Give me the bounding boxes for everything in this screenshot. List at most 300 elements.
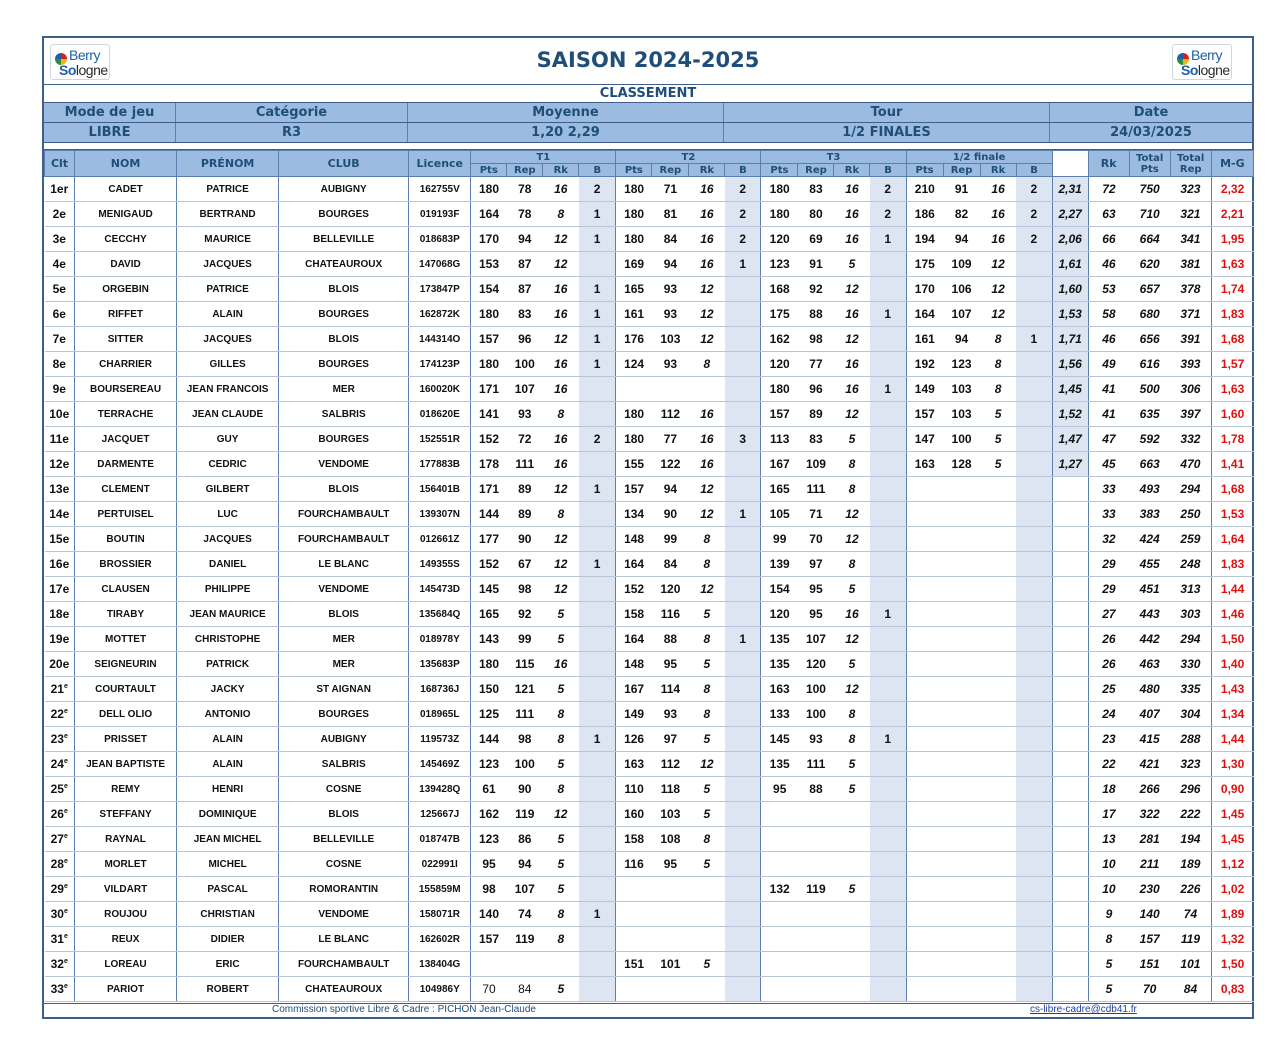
cell-nom: CHARRIER xyxy=(75,352,177,377)
cell-t2-b xyxy=(725,727,761,752)
cell-t3-rep xyxy=(798,802,834,827)
cell-t2-rk: 16 xyxy=(689,177,725,202)
table-row xyxy=(45,352,1254,377)
sub-col-rk: Rk xyxy=(834,164,870,177)
cell-t1-rk: 8 xyxy=(543,402,579,427)
cell-prenom: JEAN MICHEL xyxy=(177,827,279,852)
cell-t1-rep: 107 xyxy=(507,377,543,402)
cell-t2-rk: 5 xyxy=(689,802,725,827)
cell-t2-rk: 12 xyxy=(689,752,725,777)
cell-club: ST AIGNAN xyxy=(279,677,409,702)
cell-t3-rk: 5 xyxy=(834,652,870,677)
cell-t1-pts: 171 xyxy=(471,377,507,402)
cell-nom: CLAUSEN xyxy=(75,577,177,602)
cell-t4-rk: 12 xyxy=(980,277,1016,302)
cell-t1-pts: 157 xyxy=(471,927,507,952)
cell-t4-b xyxy=(1016,477,1052,502)
cell-t4-rep: 94 xyxy=(943,327,980,352)
col-group-t3: T3 xyxy=(761,151,906,164)
cell-t2-b: 2 xyxy=(725,177,761,202)
cell-t1-rep: 90 xyxy=(507,777,543,802)
cell-t3-pts: 162 xyxy=(761,327,798,352)
cell-nom: CADET xyxy=(75,177,177,202)
cell-t1-rep: 67 xyxy=(507,552,543,577)
cell-t1-b xyxy=(579,652,616,677)
cell-t3-pts: 135 xyxy=(761,752,798,777)
col-prenom: PRÉNOM xyxy=(177,151,279,177)
cell-t4-rk xyxy=(980,952,1016,977)
cell-t3-rep xyxy=(798,977,834,1002)
cell-rank: 10e xyxy=(45,402,75,427)
cell-total-rep: 74 xyxy=(1170,902,1211,927)
cell-t3-b xyxy=(870,802,906,827)
info-value-date: 24/03/2025 xyxy=(1110,125,1192,140)
cell-t2-b xyxy=(725,377,761,402)
table-row xyxy=(45,477,1254,502)
sub-col-b: B xyxy=(1016,164,1052,177)
cell-t2-pts: 180 xyxy=(616,202,652,227)
cell-t4-rk: 16 xyxy=(980,227,1016,252)
cell-prenom: PATRICE xyxy=(177,277,279,302)
cell-average: 1,60 xyxy=(1052,277,1088,302)
cell-average: 1,56 xyxy=(1052,352,1088,377)
cell-t3-pts: 167 xyxy=(761,452,798,477)
cell-licence: 155859M xyxy=(409,877,471,902)
cell-t1-rk: 16 xyxy=(543,652,579,677)
cell-t4-pts xyxy=(906,702,943,727)
cell-t4-pts: 186 xyxy=(906,202,943,227)
cell-t4-rk xyxy=(980,652,1016,677)
cell-t1-rk: 8 xyxy=(543,902,579,927)
cell-licence: 019193F xyxy=(409,202,471,227)
cell-total-rep: 189 xyxy=(1170,852,1211,877)
cell-t3-b xyxy=(870,427,906,452)
cell-t4-pts xyxy=(906,502,943,527)
cell-t4-rk: 5 xyxy=(980,402,1016,427)
cell-t2-pts: 176 xyxy=(616,327,652,352)
cell-licence: 138404G xyxy=(409,952,471,977)
cell-t4-pts xyxy=(906,652,943,677)
cell-rank: 23e xyxy=(45,727,75,752)
cell-t3-rk: 5 xyxy=(834,877,870,902)
cell-mg: 1,68 xyxy=(1211,327,1253,352)
cell-total-pts: 500 xyxy=(1129,377,1170,402)
cell-average xyxy=(1052,477,1088,502)
cell-t3-rep: 69 xyxy=(798,227,834,252)
cell-t4-pts: 194 xyxy=(906,227,943,252)
cell-t1-rep: 94 xyxy=(507,227,543,252)
cell-rk: 5 xyxy=(1088,952,1129,977)
cell-club: FOURCHAMBAULT xyxy=(279,952,409,977)
cell-t2-rk xyxy=(689,902,725,927)
cell-t1-rep: 89 xyxy=(507,502,543,527)
cell-rk: 9 xyxy=(1088,902,1129,927)
cell-rank: 3e xyxy=(45,227,75,252)
sub-col-rk: Rk xyxy=(543,164,579,177)
cell-t1-b xyxy=(579,952,616,977)
cell-mg: 1,57 xyxy=(1211,352,1253,377)
cell-t4-rep: 100 xyxy=(943,427,980,452)
cell-rank: 16e xyxy=(45,552,75,577)
cell-nom: VILDART xyxy=(75,877,177,902)
col-group-semifinal: 1/2 finale xyxy=(906,151,1052,164)
cell-t2-b xyxy=(725,827,761,852)
cell-t2-rk: 8 xyxy=(689,527,725,552)
cell-nom: REUX xyxy=(75,927,177,952)
cell-t2-b xyxy=(725,752,761,777)
cell-t4-pts: 157 xyxy=(906,402,943,427)
cell-licence: 104986Y xyxy=(409,977,471,1002)
cell-prenom: ALAIN xyxy=(177,727,279,752)
cell-nom: CECCHY xyxy=(75,227,177,252)
cell-t3-b xyxy=(870,827,906,852)
cell-average xyxy=(1052,677,1088,702)
cell-prenom: DANIEL xyxy=(177,552,279,577)
cell-total-pts: 266 xyxy=(1129,777,1170,802)
cell-total-rep: 303 xyxy=(1170,602,1211,627)
cell-t2-pts xyxy=(616,927,652,952)
cell-t4-rk xyxy=(980,927,1016,952)
cell-t2-b xyxy=(725,352,761,377)
cell-nom: JACQUET xyxy=(75,427,177,452)
cell-t1-pts: 157 xyxy=(471,327,507,352)
cell-total-rep: 294 xyxy=(1170,477,1211,502)
cell-t3-pts: 154 xyxy=(761,577,798,602)
table-row xyxy=(45,552,1254,577)
cell-rk: 45 xyxy=(1088,452,1129,477)
cell-mg: 1,44 xyxy=(1211,577,1253,602)
cell-t3-pts: 180 xyxy=(761,377,798,402)
cell-rank: 4e xyxy=(45,252,75,277)
cell-rk: 25 xyxy=(1088,677,1129,702)
cell-t1-pts: 153 xyxy=(471,252,507,277)
cell-licence: 135683P xyxy=(409,652,471,677)
sub-col-rep: Rep xyxy=(652,164,689,177)
cell-t3-pts: 180 xyxy=(761,177,798,202)
cell-club: AUBIGNY xyxy=(279,727,409,752)
cell-t4-b xyxy=(1016,777,1052,802)
cell-prenom: GILLES xyxy=(177,352,279,377)
cell-licence: 125667J xyxy=(409,802,471,827)
cell-t2-b: 3 xyxy=(725,427,761,452)
cell-t1-b xyxy=(579,402,616,427)
cell-t3-pts: 120 xyxy=(761,602,798,627)
cell-t1-pts: 162 xyxy=(471,802,507,827)
cell-rk: 47 xyxy=(1088,427,1129,452)
cell-average xyxy=(1052,952,1088,977)
cell-t1-b: 1 xyxy=(579,552,616,577)
cell-club: ROMORANTIN xyxy=(279,877,409,902)
cell-t3-rk: 5 xyxy=(834,577,870,602)
cell-total-pts: 442 xyxy=(1129,627,1170,652)
cell-total-rep: 378 xyxy=(1170,277,1211,302)
cell-t4-b xyxy=(1016,277,1052,302)
cell-prenom: LUC xyxy=(177,502,279,527)
cell-prenom: BERTRAND xyxy=(177,202,279,227)
cell-t4-pts xyxy=(906,952,943,977)
cell-rk: 22 xyxy=(1088,752,1129,777)
cell-t1-rep: 119 xyxy=(507,927,543,952)
cell-t2-rep xyxy=(652,927,689,952)
cell-rank: 26e xyxy=(45,802,75,827)
cell-nom: PARIOT xyxy=(75,977,177,1002)
cell-t2-pts: 161 xyxy=(616,302,652,327)
cell-t4-pts xyxy=(906,977,943,1002)
cell-nom: PRISSET xyxy=(75,727,177,752)
cell-t4-rk: 8 xyxy=(980,327,1016,352)
cell-prenom: JACQUES xyxy=(177,527,279,552)
cell-mg: 0,83 xyxy=(1211,977,1253,1002)
cell-t2-pts: 158 xyxy=(616,602,652,627)
cell-licence: 168736J xyxy=(409,677,471,702)
cell-t3-rk: 12 xyxy=(834,627,870,652)
cell-t4-b: 2 xyxy=(1016,177,1052,202)
cell-t4-rk: 12 xyxy=(980,302,1016,327)
cell-t2-rep: 112 xyxy=(652,752,689,777)
cell-average xyxy=(1052,852,1088,877)
cell-nom: ROUJOU xyxy=(75,902,177,927)
col-rk: Rk xyxy=(1088,151,1129,177)
cell-t2-pts: 164 xyxy=(616,627,652,652)
cell-nom: DELL OLIO xyxy=(75,702,177,727)
cell-t3-rk: 12 xyxy=(834,402,870,427)
cell-rk: 13 xyxy=(1088,827,1129,852)
cell-licence: 018965L xyxy=(409,702,471,727)
cell-total-rep: 222 xyxy=(1170,802,1211,827)
cell-t2-pts: 116 xyxy=(616,852,652,877)
cell-t4-b xyxy=(1016,877,1052,902)
cell-rk: 66 xyxy=(1088,227,1129,252)
cell-total-rep: 119 xyxy=(1170,927,1211,952)
cell-t2-rep: 81 xyxy=(652,202,689,227)
cell-t3-rk: 16 xyxy=(834,302,870,327)
cell-licence: 144314O xyxy=(409,327,471,352)
cell-t1-rep: 98 xyxy=(507,727,543,752)
cell-t4-pts: 175 xyxy=(906,252,943,277)
cell-t1-rk xyxy=(543,952,579,977)
cell-average: 1,53 xyxy=(1052,302,1088,327)
cell-club: BOURGES xyxy=(279,702,409,727)
cell-licence: 018978Y xyxy=(409,627,471,652)
cell-t1-pts: 152 xyxy=(471,552,507,577)
cell-nom: ORGEBIN xyxy=(75,277,177,302)
cell-nom: RIFFET xyxy=(75,302,177,327)
cell-t1-pts: 141 xyxy=(471,402,507,427)
cell-t4-rep xyxy=(943,527,980,552)
cell-t3-b xyxy=(870,352,906,377)
cell-rank: 12e xyxy=(45,452,75,477)
cell-t3-pts xyxy=(761,827,798,852)
cell-t3-b: 1 xyxy=(870,602,906,627)
cell-nom: PERTUISEL xyxy=(75,502,177,527)
cell-prenom: JEAN MAURICE xyxy=(177,602,279,627)
table-row xyxy=(45,702,1254,727)
cell-total-rep: 250 xyxy=(1170,502,1211,527)
cell-total-pts: 211 xyxy=(1129,852,1170,877)
cell-t4-b: 2 xyxy=(1016,227,1052,252)
table-row xyxy=(45,177,1254,202)
cell-t1-pts: 143 xyxy=(471,627,507,652)
table-row xyxy=(45,602,1254,627)
footer xyxy=(44,1003,1252,1017)
cell-t2-rep: 103 xyxy=(652,802,689,827)
cell-t2-b xyxy=(725,477,761,502)
sub-col-rk: Rk xyxy=(980,164,1016,177)
cell-t2-pts xyxy=(616,902,652,927)
logo-text-line2: Sologne xyxy=(59,62,108,78)
cell-t3-pts xyxy=(761,802,798,827)
cell-mg: 1,68 xyxy=(1211,477,1253,502)
cell-average: 1,47 xyxy=(1052,427,1088,452)
cell-t1-rk: 8 xyxy=(543,727,579,752)
cell-t2-b: 2 xyxy=(725,202,761,227)
cell-prenom: CHRISTOPHE xyxy=(177,627,279,652)
col-total-rep: Total Rep xyxy=(1170,151,1211,177)
cell-t4-pts xyxy=(906,627,943,652)
cell-t3-rep: 109 xyxy=(798,452,834,477)
cell-t3-rk: 5 xyxy=(834,777,870,802)
cell-t1-rep: 100 xyxy=(507,752,543,777)
cell-t2-rk: 12 xyxy=(689,477,725,502)
logo-text-line2: Sologne xyxy=(1181,62,1230,78)
cell-t1-b xyxy=(579,677,616,702)
cell-t2-rep: 120 xyxy=(652,577,689,602)
cell-t2-b: 1 xyxy=(725,502,761,527)
cell-t4-pts xyxy=(906,852,943,877)
cell-t1-pts: 154 xyxy=(471,277,507,302)
cell-t2-b xyxy=(725,852,761,877)
cell-t2-pts: 158 xyxy=(616,827,652,852)
cell-average xyxy=(1052,577,1088,602)
cell-t4-rep: 91 xyxy=(943,177,980,202)
cell-average xyxy=(1052,777,1088,802)
cell-t3-b xyxy=(870,477,906,502)
cell-t4-rep xyxy=(943,477,980,502)
cell-t4-rk xyxy=(980,802,1016,827)
cell-licence: 018620E xyxy=(409,402,471,427)
cell-licence: 018683P xyxy=(409,227,471,252)
cell-t2-rep: 93 xyxy=(652,352,689,377)
cell-prenom: PHILIPPE xyxy=(177,577,279,602)
cell-rank: 6e xyxy=(45,302,75,327)
cell-mg: 1,78 xyxy=(1211,427,1253,452)
table-row xyxy=(45,327,1254,352)
cell-t1-b xyxy=(579,377,616,402)
cell-t4-rep xyxy=(943,727,980,752)
cell-t1-rep: 94 xyxy=(507,852,543,877)
cell-club: VENDOME xyxy=(279,902,409,927)
cell-mg: 2,21 xyxy=(1211,202,1253,227)
cell-t1-pts: 171 xyxy=(471,477,507,502)
cell-t1-b: 1 xyxy=(579,727,616,752)
cell-rk: 26 xyxy=(1088,627,1129,652)
cell-t1-rep: 121 xyxy=(507,677,543,702)
cell-average xyxy=(1052,552,1088,577)
cell-nom: MOTTET xyxy=(75,627,177,652)
cell-t2-b xyxy=(725,677,761,702)
cell-t4-rk xyxy=(980,527,1016,552)
cell-t4-rep xyxy=(943,502,980,527)
cell-t4-rep: 109 xyxy=(943,252,980,277)
cell-t3-b: 1 xyxy=(870,377,906,402)
cell-licence: 012661Z xyxy=(409,527,471,552)
cell-t1-b: 1 xyxy=(579,302,616,327)
cell-t2-b xyxy=(725,702,761,727)
cell-t1-rk: 5 xyxy=(543,752,579,777)
cell-t1-rk: 12 xyxy=(543,577,579,602)
cell-t4-rk: 5 xyxy=(980,427,1016,452)
cell-t3-rep: 96 xyxy=(798,377,834,402)
cell-t3-pts: 105 xyxy=(761,502,798,527)
table-row xyxy=(45,277,1254,302)
cell-prenom: ALAIN xyxy=(177,302,279,327)
cell-t1-pts: 150 xyxy=(471,677,507,702)
cell-t3-rep xyxy=(798,852,834,877)
cell-t2-rep xyxy=(652,902,689,927)
col-club: CLUB xyxy=(279,151,409,177)
cell-average: 2,06 xyxy=(1052,227,1088,252)
cell-t1-rk: 12 xyxy=(543,552,579,577)
cell-t3-rep: 107 xyxy=(798,627,834,652)
col-average xyxy=(1052,151,1088,177)
page-title: SAISON 2024-2025 xyxy=(536,48,760,72)
cell-t3-rep: 98 xyxy=(798,327,834,352)
table-row xyxy=(45,427,1254,452)
cell-total-rep: 335 xyxy=(1170,677,1211,702)
cell-t4-pts: 163 xyxy=(906,452,943,477)
cell-nom: MENIGAUD xyxy=(75,202,177,227)
cell-t3-b xyxy=(870,652,906,677)
cell-nom: BOURSEREAU xyxy=(75,377,177,402)
cell-mg: 1,12 xyxy=(1211,852,1253,877)
cell-club: BELLEVILLE xyxy=(279,827,409,852)
cell-average xyxy=(1052,602,1088,627)
cell-t2-b xyxy=(725,452,761,477)
cell-t1-pts: 125 xyxy=(471,702,507,727)
cell-t1-rk: 8 xyxy=(543,502,579,527)
info-value-category: R3 xyxy=(176,123,408,142)
cell-t1-b xyxy=(579,977,616,1002)
cell-club: BOURGES xyxy=(279,302,409,327)
cell-nom: STEFFANY xyxy=(75,802,177,827)
cell-t3-pts: 135 xyxy=(761,627,798,652)
cell-average xyxy=(1052,752,1088,777)
cell-t2-rk: 16 xyxy=(689,252,725,277)
cell-mg: 1,74 xyxy=(1211,277,1253,302)
cell-t3-rk: 16 xyxy=(834,377,870,402)
cell-t3-pts xyxy=(761,977,798,1002)
cell-t2-rk: 16 xyxy=(689,202,725,227)
cell-total-pts: 493 xyxy=(1129,477,1170,502)
sub-col-b: B xyxy=(870,164,906,177)
footer-email-link[interactable]: cs-libre-cadre@cdb41.fr xyxy=(1030,1004,1137,1015)
cell-t2-b xyxy=(725,877,761,902)
cell-t3-rk: 8 xyxy=(834,552,870,577)
cell-t2-rk xyxy=(689,977,725,1002)
cell-t4-rk xyxy=(980,902,1016,927)
cell-t2-rep: 71 xyxy=(652,177,689,202)
cell-t3-b xyxy=(870,402,906,427)
cell-prenom: DIDIER xyxy=(177,927,279,952)
cell-t3-b xyxy=(870,552,906,577)
table-row xyxy=(45,827,1254,852)
cell-t4-b: 2 xyxy=(1016,202,1052,227)
cell-t1-rk: 5 xyxy=(543,977,579,1002)
cell-nom: LOREAU xyxy=(75,952,177,977)
cell-rk: 46 xyxy=(1088,252,1129,277)
cell-t3-b xyxy=(870,277,906,302)
cell-t1-b xyxy=(579,927,616,952)
